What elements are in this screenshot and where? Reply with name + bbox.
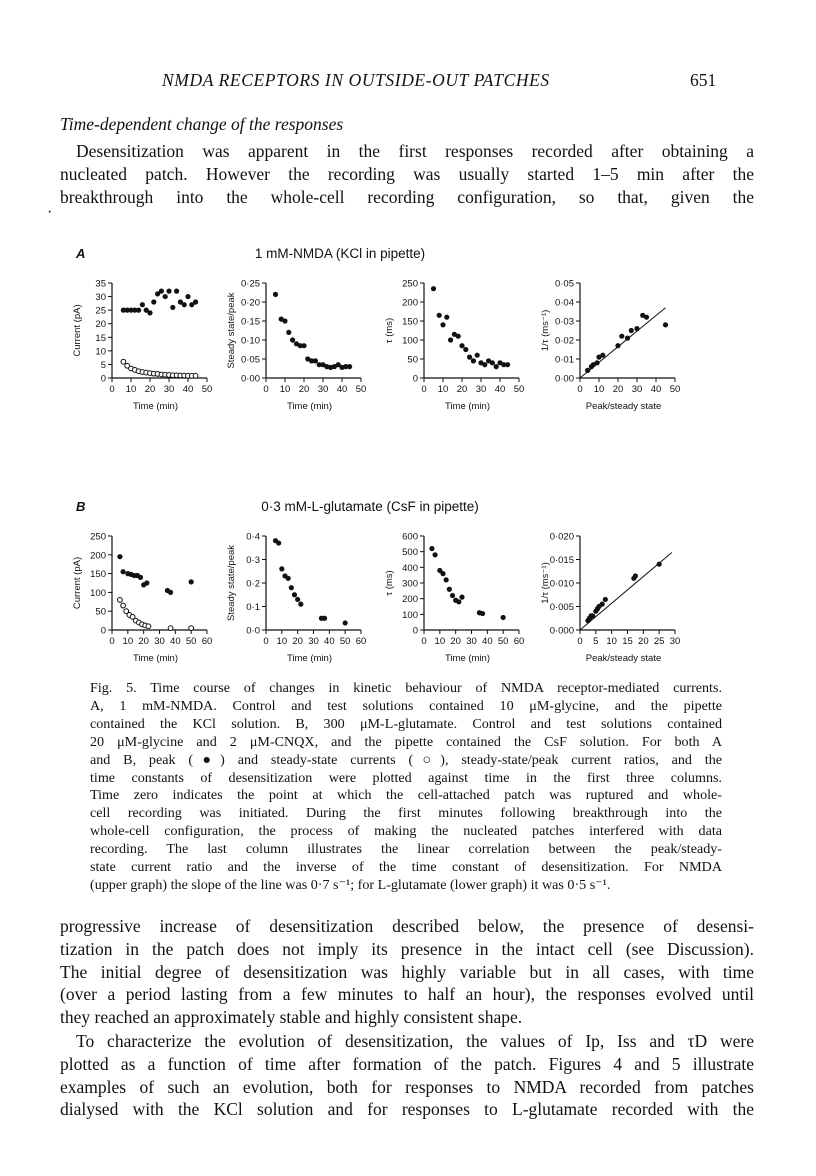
y-tick-label: 400 (402, 562, 418, 574)
x-tick-label: 10 (122, 636, 134, 647)
filled-data-point (459, 343, 464, 348)
x-axis-label: Time (min) (286, 653, 333, 664)
y-axis-label: τ (ms) (384, 317, 395, 344)
y-axis-label: 1/τ (ms⁻¹) (540, 309, 551, 352)
filled-data-point (289, 585, 294, 590)
panel-label: B (76, 499, 86, 514)
filled-data-point (450, 593, 455, 598)
y-tick-label: 0·005 (549, 602, 574, 613)
y-axis-label: 1/τ (ms⁻¹) (540, 562, 551, 604)
filled-data-point (619, 334, 624, 339)
filled-data-point (501, 615, 506, 620)
x-tick-label: 10 (606, 636, 617, 647)
x-tick-label: 20 (450, 636, 461, 647)
x-tick-label: 30 (631, 384, 643, 395)
x-tick-label: 60 (513, 636, 525, 647)
y-tick-label: 0·020 (549, 531, 574, 543)
filled-data-point (644, 315, 649, 320)
filled-data-point (120, 569, 125, 574)
filled-data-point (185, 294, 190, 299)
y-tick-label: 0·3 (246, 555, 260, 566)
open-data-point (118, 598, 123, 603)
x-tick-label: 60 (355, 636, 367, 647)
filled-data-point (585, 368, 590, 373)
filled-data-point (463, 347, 468, 352)
y-tick-label: 0·00 (554, 373, 574, 385)
x-tick-label: 0 (109, 384, 115, 395)
scatter-plot (540, 279, 680, 413)
filled-data-point (429, 546, 434, 551)
open-data-point (121, 359, 126, 364)
y-tick-label: 35 (95, 278, 106, 290)
filled-data-point (301, 343, 306, 348)
x-tick-label: 0 (263, 384, 269, 395)
y-tick-label: 20 (95, 319, 106, 331)
open-data-point (146, 624, 151, 629)
open-data-point (193, 373, 198, 378)
caption-line: A, 1 mM-NMDA. Control and test solutions contained 10 μM-glycine, and the pipette (90, 697, 722, 714)
filled-data-point (282, 318, 287, 323)
caption-line: whole-cell configuration, the process of making the nucleated patches interfered with data (90, 823, 722, 840)
y-tick-label: 0·015 (549, 555, 574, 566)
x-tick-label: 10 (593, 384, 605, 395)
margin-dot: · (47, 204, 53, 221)
y-tick-label: 0·02 (554, 335, 574, 347)
x-tick-label: 25 (653, 636, 665, 647)
y-tick-label: 250 (402, 278, 418, 290)
panel-label: A (76, 246, 86, 261)
filled-data-point (625, 336, 630, 341)
filled-data-point (456, 599, 461, 604)
y-tick-label: 0 (412, 373, 418, 385)
x-tick-label: 10 (125, 384, 137, 395)
filled-data-point (343, 620, 348, 625)
y-tick-label: 0·25 (240, 278, 260, 290)
x-tick-label: 30 (308, 636, 319, 647)
filled-data-point (286, 330, 291, 335)
x-axis-label: Time (min) (444, 653, 491, 664)
x-tick-label: 10 (437, 384, 449, 395)
x-tick-label: 40 (182, 384, 194, 395)
x-tick-label: 50 (201, 384, 213, 395)
y-tick-label: 25 (95, 305, 106, 317)
filled-data-point (475, 353, 480, 358)
panel-title: 1 mM-NMDA (KCl in pipette) (254, 246, 426, 261)
x-axis-label: Time (min) (286, 401, 333, 412)
filled-data-point (590, 613, 595, 618)
filled-data-point (168, 590, 173, 595)
x-tick-label: 40 (494, 384, 506, 395)
x-axis-label: Time (min) (132, 653, 179, 664)
text-line: (over a period lasting from a few minutes to half an hour), the responses evolved until (60, 984, 754, 1005)
scatter-plot (384, 532, 524, 665)
filled-data-point (634, 326, 639, 331)
filled-data-point (456, 334, 461, 339)
filled-data-point (140, 302, 145, 307)
paragraph-3 (60, 1030, 754, 1121)
caption-line: and B, peak (●) and steady-state currents (○), steady-state/peak current ratios, and the (90, 751, 722, 768)
y-tick-label: 250 (90, 531, 106, 543)
y-tick-label: 0·20 (240, 297, 260, 309)
x-tick-label: 10 (279, 384, 291, 395)
section-heading: Time-dependent change of the responses (60, 114, 344, 134)
x-tick-label: 40 (482, 636, 493, 647)
filled-data-point (444, 315, 449, 320)
y-tick-label: 10 (95, 346, 106, 358)
filled-data-point (437, 313, 442, 318)
y-tick-label: 0·2 (246, 578, 260, 590)
text-line: tization in the patch does not imply its presence in the intact cell (see Discussion). (60, 938, 754, 959)
filled-data-point (600, 353, 605, 358)
y-tick-label: 15 (95, 332, 106, 344)
open-data-point (189, 626, 194, 631)
text-line: plotted as a function of time after formation of the patch. Figures 4 and 5 illustrate (60, 1053, 754, 1074)
scatter-plot (540, 532, 680, 665)
y-axis-label: τ (ms) (384, 570, 395, 596)
x-tick-label: 40 (324, 636, 335, 647)
filled-data-point (286, 576, 291, 581)
y-tick-label: 30 (95, 292, 106, 304)
filled-data-point (467, 355, 472, 360)
caption-line: contained the KCl solution. B, 300 μM-L-glutamate. Control and test solutions contained (90, 715, 722, 732)
filled-data-point (490, 360, 495, 365)
caption-line: cell recording was initiated. During the first minutes following breakthrough into the (90, 805, 722, 822)
filled-data-point (292, 592, 297, 597)
x-tick-label: 50 (497, 636, 509, 647)
y-tick-label: 5 (100, 359, 106, 371)
x-tick-label: 10 (434, 636, 446, 647)
x-tick-label: 0 (577, 384, 583, 395)
filled-data-point (629, 328, 634, 333)
filled-data-point (147, 310, 152, 315)
filled-data-point (151, 299, 156, 304)
page-number: 651 (690, 70, 717, 90)
filled-data-point (170, 305, 175, 310)
text-line: The initial degree of desensitization was highly variable but in all cases, with time (60, 961, 754, 982)
y-tick-label: 0·03 (554, 316, 574, 328)
running-title: NMDA RECEPTORS IN OUTSIDE-OUT PATCHES (162, 70, 550, 90)
filled-data-point (298, 602, 303, 607)
x-tick-label: 0 (577, 636, 583, 647)
caption-line: (upper graph) the slope of the line was 0·7 s⁻¹; for L-glutamate (lower graph) it was 0·5 s⁻¹. (90, 876, 611, 893)
filled-data-point (144, 580, 149, 585)
filled-data-point (448, 337, 453, 342)
x-axis-label: Time (min) (444, 401, 491, 412)
y-axis-label: Steady state/peak (226, 544, 237, 622)
y-tick-label: 0·01 (554, 354, 574, 366)
x-axis-label: Time (min) (132, 401, 179, 412)
filled-data-point (136, 308, 141, 313)
filled-data-point (347, 364, 352, 369)
filled-data-point (189, 579, 194, 584)
filled-data-point (494, 364, 499, 369)
x-tick-label: 20 (456, 384, 468, 395)
filled-data-point (595, 360, 600, 365)
caption-line: state current ratio and the inverse of the time constant of desensitization. For NMDA (90, 859, 722, 876)
x-tick-label: 30 (163, 384, 175, 395)
filled-data-point (322, 616, 327, 621)
filled-data-point (471, 358, 476, 363)
x-tick-label: 50 (185, 636, 197, 647)
y-tick-label: 200 (90, 550, 106, 562)
x-tick-label: 0 (421, 384, 427, 395)
text-line: dialysed with the KCl solution and for responses to L-glutamate recorded with the (60, 1099, 754, 1120)
y-tick-label: 0·04 (554, 297, 574, 309)
paragraph-2 (60, 915, 754, 1029)
x-tick-label: 50 (339, 636, 351, 647)
y-tick-label: 0·00 (240, 373, 260, 385)
filled-data-point (182, 302, 187, 307)
filled-data-point (459, 595, 464, 600)
x-axis-label: Peak/steady state (585, 653, 662, 664)
text-line: examples of such an evolution, both for responses to NMDA recorded from patches (60, 1076, 754, 1097)
filled-data-point (600, 602, 605, 607)
text-line: breakthrough into the whole-cell recording configuration, so that, given the (60, 186, 754, 207)
filled-data-point (276, 540, 281, 545)
y-axis-label: Current (pA) (72, 304, 83, 357)
x-tick-label: 0 (421, 636, 427, 647)
scatter-plot (72, 279, 212, 413)
y-axis-label: Current (pA) (72, 556, 83, 610)
x-tick-label: 40 (650, 384, 662, 395)
filled-data-point (117, 554, 122, 559)
caption-line: 20 μM-glycine and 2 μM-CNQX, and the pipette contained the CsF solution. For both A (90, 733, 722, 750)
filled-data-point (505, 362, 510, 367)
y-tick-label: 0·000 (549, 625, 574, 637)
filled-data-point (163, 294, 168, 299)
x-tick-label: 0 (109, 636, 115, 647)
text-line: nucleated patch. However the recording was usually started 1–5 min after the (60, 163, 754, 184)
y-tick-label: 200 (402, 297, 418, 309)
y-tick-label: 0 (100, 373, 106, 385)
y-tick-label: 100 (90, 587, 106, 599)
y-tick-label: 0·010 (549, 578, 574, 590)
y-tick-label: 0·05 (240, 354, 260, 366)
y-tick-label: 100 (402, 609, 418, 621)
y-tick-label: 0 (100, 625, 106, 637)
open-data-point (168, 626, 173, 631)
x-tick-label: 15 (622, 636, 633, 647)
text-line: Desensitization was apparent in the first responses recorded after obtaining a (76, 141, 754, 161)
x-tick-label: 20 (638, 636, 649, 647)
x-tick-label: 30 (154, 636, 165, 647)
x-tick-label: 20 (612, 384, 624, 395)
x-tick-label: 40 (336, 384, 348, 395)
x-tick-label: 30 (317, 384, 329, 395)
filled-data-point (480, 611, 485, 616)
y-tick-label: 150 (90, 569, 106, 581)
y-tick-label: 50 (407, 354, 418, 366)
y-tick-label: 150 (402, 316, 418, 328)
x-tick-label: 5 (593, 636, 599, 647)
text-line: they reached an approximately stable and highly consistent shape. (60, 1007, 523, 1028)
y-tick-label: 200 (402, 594, 418, 606)
x-tick-label: 50 (513, 384, 525, 395)
x-tick-label: 30 (669, 636, 681, 647)
filled-data-point (313, 358, 318, 363)
x-tick-label: 20 (138, 636, 149, 647)
y-tick-label: 50 (95, 606, 106, 618)
filled-data-point (615, 343, 620, 348)
filled-data-point (657, 562, 662, 567)
y-tick-label: 0·05 (554, 278, 574, 290)
text-line: progressive increase of desensitization described below, the presence of desensi- (60, 916, 754, 936)
open-data-point (121, 603, 126, 608)
x-tick-label: 50 (669, 384, 681, 395)
filled-data-point (193, 299, 198, 304)
filled-data-point (603, 597, 608, 602)
filled-data-point (432, 552, 437, 557)
x-tick-label: 60 (201, 636, 213, 647)
x-tick-label: 40 (170, 636, 181, 647)
filled-data-point (174, 289, 179, 294)
filled-data-point (295, 597, 300, 602)
y-tick-label: 0 (412, 625, 418, 637)
x-tick-label: 50 (355, 384, 367, 395)
caption-line: recording. The last column illustrates the linear correlation between the peak/steady- (90, 841, 722, 858)
y-axis-label: Steady state/peak (226, 292, 237, 369)
filled-data-point (431, 286, 436, 291)
scatter-plot (226, 279, 366, 413)
panel-title: 0·3 mM-L-glutamate (CsF in pipette) (261, 499, 479, 514)
filled-data-point (663, 322, 668, 327)
filled-data-point (138, 575, 143, 580)
text-line: To characterize the evolution of desensitization, the values of Ip, Iss and τD were (76, 1031, 754, 1051)
x-tick-label: 20 (298, 384, 310, 395)
x-tick-label: 20 (144, 384, 156, 395)
x-axis-label: Peak/steady state (585, 401, 662, 412)
scatter-plot (72, 532, 212, 665)
filled-data-point (440, 322, 445, 327)
y-tick-label: 300 (402, 578, 418, 590)
y-tick-label: 0·4 (246, 531, 260, 543)
x-tick-label: 0 (263, 636, 269, 647)
caption-line: Fig. 5. Time course of changes in kinetic behaviour of NMDA receptor-mediated currents. (90, 680, 722, 696)
figure-caption (90, 680, 722, 895)
scatter-plot (226, 532, 366, 665)
x-tick-label: 10 (276, 636, 288, 647)
y-tick-label: 0·10 (240, 335, 260, 347)
x-tick-label: 30 (466, 636, 477, 647)
filled-data-point (440, 571, 445, 576)
y-tick-label: 100 (402, 335, 418, 347)
filled-data-point (633, 573, 638, 578)
y-tick-label: 0·0 (246, 625, 260, 637)
filled-data-point (279, 566, 284, 571)
filled-data-point (444, 577, 449, 582)
filled-data-point (166, 289, 171, 294)
filled-data-point (273, 292, 278, 297)
x-tick-label: 20 (292, 636, 303, 647)
y-tick-label: 0·1 (246, 602, 260, 613)
y-tick-label: 0·15 (240, 316, 260, 328)
filled-data-point (159, 289, 164, 294)
caption-line: time constants of desensitization were plotted against time in the first three columns. (90, 769, 722, 786)
y-tick-label: 500 (402, 547, 418, 559)
x-tick-label: 30 (475, 384, 487, 395)
scatter-plot (384, 279, 524, 413)
caption-line: Time zero indicates the point at which the cell-attached patch was ruptured and whole- (90, 787, 722, 804)
filled-data-point (290, 337, 295, 342)
y-tick-label: 600 (402, 531, 418, 543)
filled-data-point (447, 587, 452, 592)
filled-data-point (482, 362, 487, 367)
